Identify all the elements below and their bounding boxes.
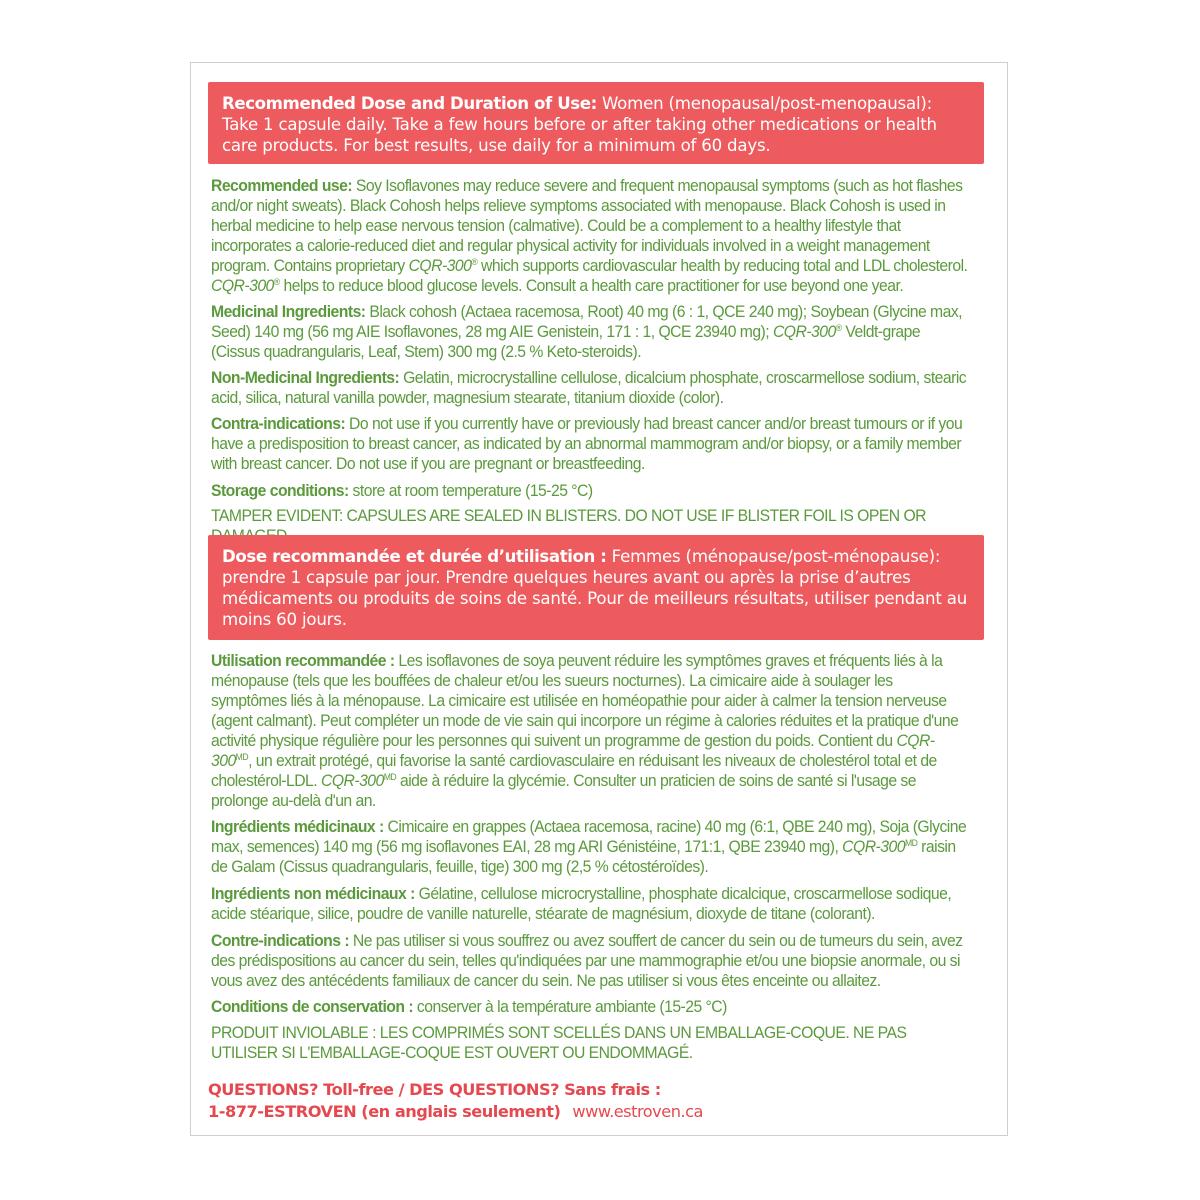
dose-label-en: Recommended Dose and Duration of Use: [222,94,597,113]
dose-text-fr: Femmes (ménopause/post-ménopause): prendre 1 capsule par jour. Prendre quelques heures avant ou après la prise d’autres médicaments ou produits de soins de santé. Pour de meilleurs résultats, utiliser pendant au moins 60 jours. [222,547,968,629]
dose-banner-fr [208,535,984,640]
med-label-en: Medicinal Ingredients: [211,303,366,321]
contra-label-fr: Contre-indications : [211,932,350,950]
dose-banner-en [208,82,984,164]
dose-label-fr: Dose recommandée et durée d’utilisation : [222,547,607,566]
non-medicinal-ingredients-en: Non-Medicinal Ingredients: Gelatin, microcrystalline cellulose, dicalcium phosphate, croscarmellose sodium, stearic acid, silica, natural vanilla powder, magnesium stearate, titanium dioxide (color). [211,369,967,407]
website-link[interactable]: www.estroven.ca [572,1102,703,1121]
use-label-fr: Utilisation recommandée : [211,652,395,670]
contra-indications-fr: Contre-indications : Ne pas utiliser si vous souffrez ou avez souffert de cancer du sein ou de tumeurs du sein, avez des prédispositions au cancer du sein, telles qu'indiquées par une mammographie et/ou une biopsie anormale, ou si vous avez des antécédents familiaux de cancer du sein. Ne pas utiliser si vous êtes enceinte ou allaitez. [211,932,963,990]
contact-phone: 1-877-ESTROVEN (en anglais seulement) [208,1102,561,1121]
contact-questions: QUESTIONS? Toll-free / DES QUESTIONS? Sans frais : [208,1080,661,1099]
storage-label-fr: Conditions de conservation : [211,998,414,1016]
tamper-evident-fr: PRODUIT INVIOLABLE : LES COMPRIMÉS SONT SCELLÉS DANS UN EMBALLAGE-COQUE. NE PAS UTILISER SI L'EMBALLAGE-COQUE EST OUVERT OU ENDOMMAGÉ. [211,1024,907,1062]
cqr-brand: CQR-300 [408,257,472,275]
med-label-fr: Ingrédients médicinaux : [211,818,384,836]
storage-label-en: Storage conditions: [211,482,349,500]
contact-info [208,1079,703,1123]
non-medicinal-ingredients-fr: Ingrédients non médicinaux : Gélatine, cellulose microcrystalline, phosphate dicalcique, croscarmellose sodique, acide stéarique, silice, poudre de vanille naturelle, stéarate de magnésium, dioxyde de titane (colorant). [211,885,952,923]
contra-label-en: Contra-indications: [211,415,346,433]
storage-conditions-en: Storage conditions: store at room temperature (15-25 °C) [211,482,593,500]
recommended-use-fr: Utilisation recommandée : Les isoflavones de soya peuvent réduire les symptômes graves et fréquents liés à la ménopause (tels que les bouffées de chaleur et/ou les sueurs nocturnes). La cimicaire aide à soulager les symptômes liés à la ménopause. La cimicaire est utilisée en homéopathie pour aider à calmer la tension nerveuse (agent calmant). Peut compléter un mode de vie sain qui incorpore un régime à calories réduites et la pratique d'une activité physique régulière pour les personnes qui suivent un programme de gestion du poids. Contient du CQR-$300^{MD}$, un extrait protégé, qui favorise la santé cardiovasculaire en réduisant les niveaux de cholestérol total et de cholestérol-LDL. CQR-$300^{MD}$ aide à réduire la glycémie. Consulter un praticien de soins de santé si l'usage se prolonge au-delà d'un an. [211,652,959,810]
dose-text-en: Women (menopausal/post-menopausal): Take 1 capsule daily. Take a few hours before or after taking other medications or health care products. For best results, use daily for a minimum of 60 days. [222,94,937,155]
storage-conditions-fr: Conditions de conservation : conserver à la température ambiante (15-25 °C) [211,998,727,1016]
medicinal-ingredients-fr: Ingrédients médicinaux : Cimicaire en grappes (Actaea racemosa, racine) 40 mg (6:1, QBE 240 mg), Soja (Glycine max, semences) 140 mg (56 mg isoflavones EAI, 28 mg ARI Génistéine, 171:1, QBE 23940 mg), CQR-$300^{MD}$ raisin de Galam (Cissus quadrangularis, feuille, tige) 300 mg (2,5 % cétostéroïdes). [211,818,967,876]
nonmed-label-fr: Ingrédients non médicinaux : [211,885,415,903]
use-label-en: Recommended use: [211,177,353,195]
contra-indications-en: Contra-indications: Do not use if you currently have or previously had breast cancer and/or breast tumours or if you have a predisposition to breast cancer, as indicated by an abnormal mammogram and/or biopsy, or a family member with breast cancer. Do not use if you are pregnant or breastfeeding. [211,415,963,473]
nonmed-label-en: Non-Medicinal Ingredients: [211,369,400,387]
recommended-use-en: Recommended use: Soy Isoflavones may reduce severe and frequent menopausal symptoms (such as hot flashes and/or night sweats). Black Cohosh helps relieve symptoms associated with menopause. Black Cohosh is used in herbal medicine to help ease nervous tension (calmative). Could be a complement to a healthy lifestyle that incorporates a calorie-reduced diet and regular physical activity for individuals involved in a weight management program. Contains proprietary CQR-300® which supports cardiovascular health by reducing total and LDL cholesterol. CQR-300® helps to reduce blood glucose levels. Consult a health care practitioner for use beyond one year. [211,177,968,295]
tamper-evident-en: TAMPER EVIDENT: CAPSULES ARE SEALED IN BLISTERS. DO NOT USE IF BLISTER FOIL IS OPEN OR [211,507,927,525]
medicinal-ingredients-en: Medicinal Ingredients: Black cohosh (Actaea racemosa, Root) 40 mg (6 : 1, QCE 240 mg); Soybean (Glycine max, Seed) 140 mg (56 mg AIE Isoflavones, 28 mg AIE Genistein, 171 : 1, QCE 23940 mg); CQR-300® Veldt-grape (Cissus quadrangularis, Leaf, Stem) 300 mg (2.5 % Keto-steroids). [211,303,963,361]
